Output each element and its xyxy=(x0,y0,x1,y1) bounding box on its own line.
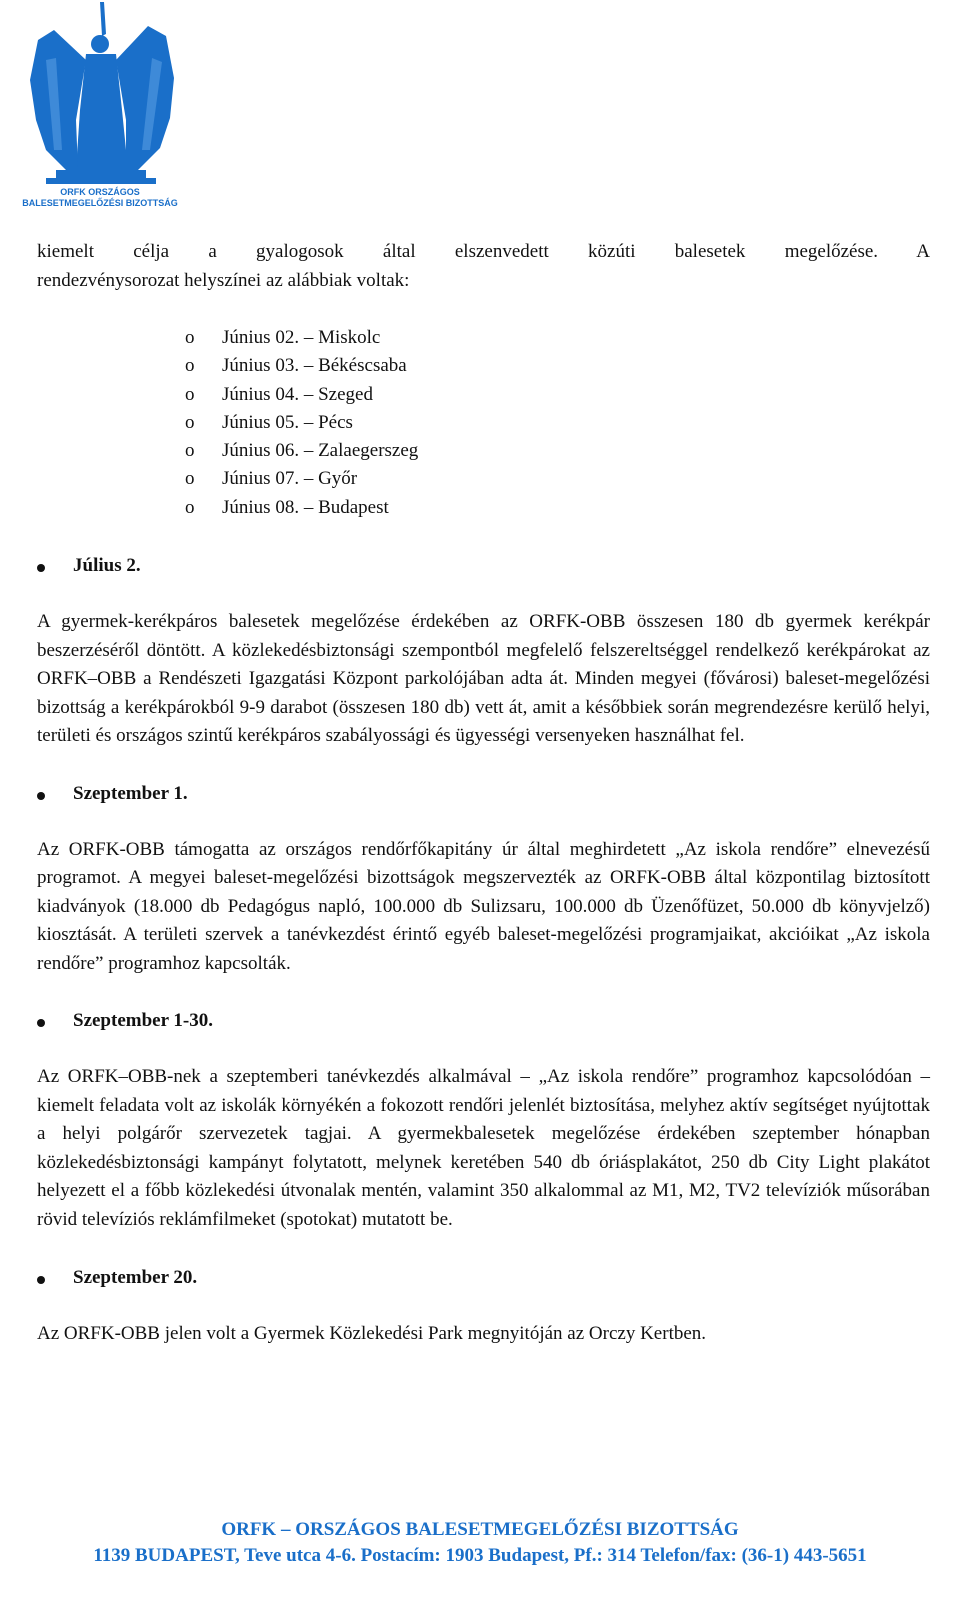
event-date: Június 05. xyxy=(222,411,300,433)
section-heading-julius-2 xyxy=(37,552,930,582)
event-city: – Zalaegerszeg xyxy=(303,440,419,462)
event-date: Június 02. xyxy=(222,327,300,348)
circle-bullet-icon: o xyxy=(185,468,195,490)
logo-caption-line1: ORFK ORSZÁGOS xyxy=(60,187,140,197)
footer-org-name: ORFK – ORSZÁGOS BALESETMEGELŐZÉSI BIZOTTSÁG xyxy=(221,1519,739,1540)
event-date: Június 06. xyxy=(222,440,300,462)
section-paragraph: Az ORFK–OBB-nek a szeptemberi tanévkezdés alkalmával – „Az iskola rendőre” programhoz kapcsolódóan – kiemelt feladata volt az iskolák környékén a fokozott rendőri jelenlét biztosítása, melyhez aktív segítséget nyújtottak a helyi polgárőr szervezetek tagjai. A gyermekbalesetek megelőzése érdekében szeptember hónapban közlekedésbiztonsági kampányt folytatott, melynek keretében 540 db óriásplakátot, 250 db City Light plakátot helyezett el a főbb közlekedési útvonalak mentén, valamint 350 alkalommal az M1, M2, TV2 televíziók műsorában rövid televíziós reklámfilmeket (spotokat) mutatott be. xyxy=(37,1066,930,1230)
circle-bullet-icon: o xyxy=(185,411,195,433)
circle-bullet-icon: o xyxy=(185,327,195,348)
june-events-list xyxy=(37,324,930,522)
list-item xyxy=(185,409,930,437)
section-heading-szeptember-20 xyxy=(37,1264,930,1294)
event-date: Június 03. xyxy=(222,355,300,377)
logo-caption-line2: BALESETMEGELŐZÉSI BIZOTTSÁG xyxy=(22,198,178,208)
circle-bullet-icon: o xyxy=(185,383,195,405)
footer-address: 1139 BUDAPEST, Teve utca 4-6. Postacím: 1903 Budapest, Pf.: 314 Telefon/fax: (36-1) 443-5651 xyxy=(93,1545,867,1566)
event-city: – Pécs xyxy=(303,411,353,433)
event-city: – Budapest xyxy=(303,496,389,518)
circle-bullet-icon: o xyxy=(185,440,195,462)
list-item xyxy=(185,437,930,465)
event-date: Június 04. xyxy=(222,383,300,405)
event-city: – Békéscsaba xyxy=(303,355,407,377)
list-item xyxy=(185,381,930,409)
event-date: Június 07. xyxy=(222,468,300,490)
intro-line1: kiemelt célja a gyalogosok által elszenvedett közúti balesetek megelőzése. A xyxy=(37,241,930,262)
event-city: – Győr xyxy=(303,468,358,490)
statue-emblem-icon xyxy=(16,0,184,186)
circle-bullet-icon: o xyxy=(185,355,195,377)
section-paragraph: A gyermek-kerékpáros balesetek megelőzése érdekében az ORFK-OBB összesen 180 db gyermek kerékpár beszerzéséről döntött. A közlekedésbiztonsági szempontból megfelelő felszereltséggel rendelkező kerékpárokat az ORFK–OBB a Rendészeti Igazgatási Központ parkolójában adta át. Minden megyei (fővárosi) baleset-megelőzési bizottság a kerékpárokból 9-9 darabot (összesen 180 db) vett át, amit a későbbiek során megrendezésre kerülő helyi, területi és országos szintű kerékpáros szabályossági és ügyességi versenyeken használhat fel. xyxy=(37,611,930,747)
section-paragraph: Az ORFK-OBB jelen volt a Gyermek Közlekedési Park megnyitóján az Orczy Kertben. xyxy=(37,1323,707,1345)
document-body xyxy=(37,238,930,1349)
bullet-dot-icon xyxy=(37,1276,45,1284)
section-heading-text: Szeptember 20. xyxy=(73,1267,198,1289)
event-city: – Szeged xyxy=(303,383,373,405)
bullet-dot-icon xyxy=(37,1019,45,1027)
list-item xyxy=(185,324,930,352)
circle-bullet-icon: o xyxy=(185,496,195,518)
list-item xyxy=(185,352,930,380)
bullet-dot-icon xyxy=(37,564,45,572)
event-city: – Miskolc xyxy=(303,327,381,348)
list-item xyxy=(185,465,930,493)
section-heading-text: Szeptember 1. xyxy=(73,782,188,804)
bullet-dot-icon xyxy=(37,792,45,800)
orfk-obb-logo xyxy=(16,0,184,212)
section-heading-text: Szeptember 1-30. xyxy=(73,1010,214,1032)
intro-line2: rendezvénysorozat helyszínei az alábbiak voltak: xyxy=(37,269,410,291)
section-paragraph: Az ORFK-OBB támogatta az országos rendőrfőkapitány úr által meghirdetett „Az iskola rendőre” elnevezésű programot. A megyei baleset-megelőzési bizottságok megszervezték az ORFK-OBB által központilag biztosított kiadványok (18.000 db Pedagógus napló, 100.000 db Sulizsaru, 100.000 db Üzenőfüzet, 50.000 db könyvjelző) kiosztását. A területi szervek a tanévkezdést érintő egyéb baleset-megelőzési programjaikat, akcióikat „Az iskola rendőre” programhoz kapcsolták. xyxy=(37,838,930,974)
event-date: Június 08. xyxy=(222,496,300,518)
section-heading-szeptember-1-30 xyxy=(37,1007,930,1037)
list-item xyxy=(185,494,930,522)
section-heading-szeptember-1 xyxy=(37,780,930,810)
section-heading-text: Július 2. xyxy=(73,555,141,577)
